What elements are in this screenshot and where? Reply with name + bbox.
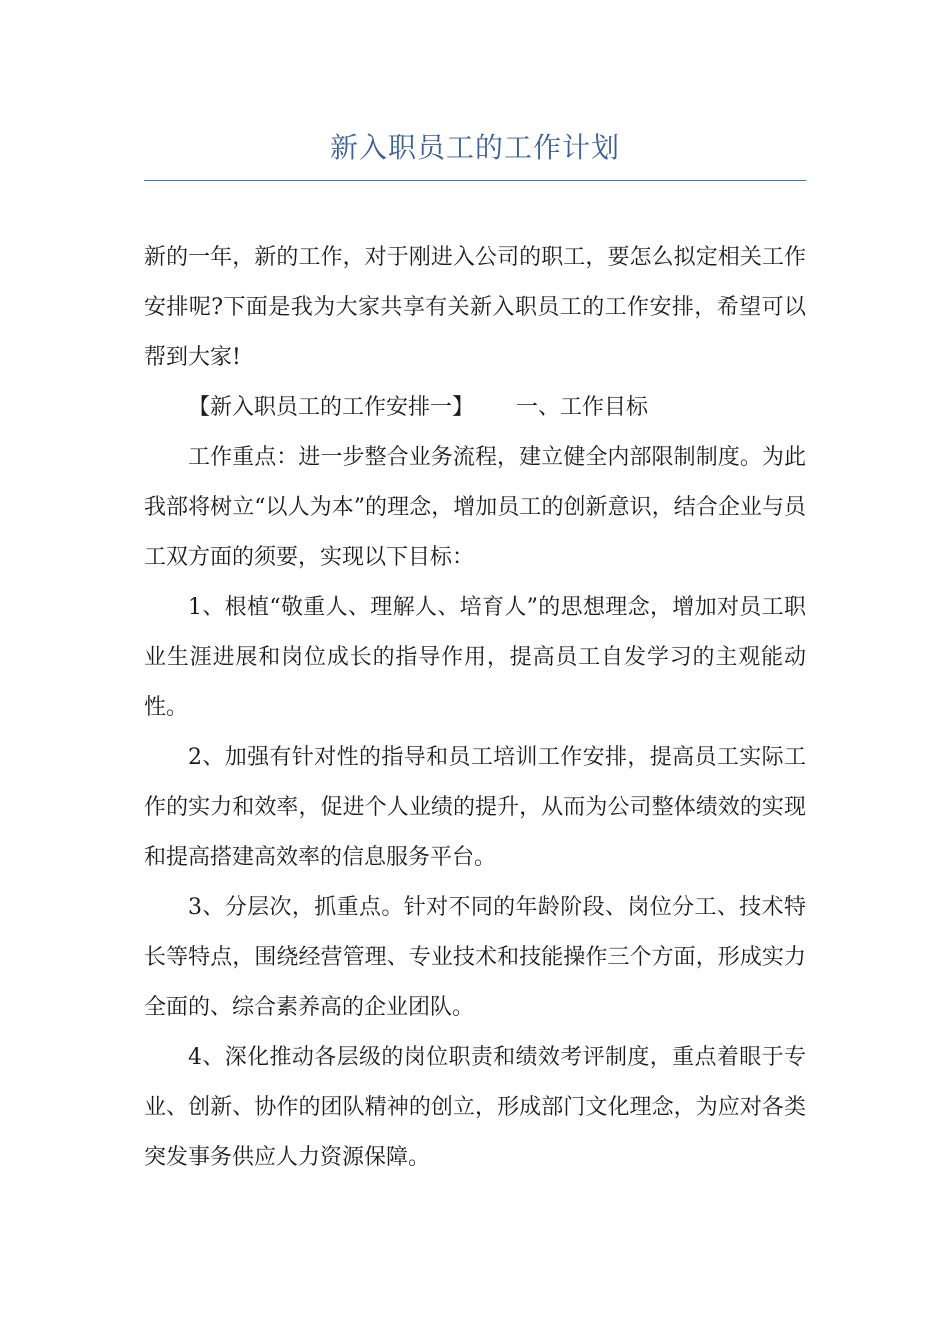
document-title: 新入职员工的工作计划 <box>329 131 620 164</box>
list-item: 4、深化推动各层级的岗位职责和绩效考评制度，重点着眼于专业、创新、协作的团队精神的创立，形成部门文化理念，为应对各类突发事务供应人力资源保障。 <box>144 1045 806 1170</box>
section-heading: 【新入职员工的工作安排一】 <box>188 395 475 420</box>
intro-paragraph: 新的一年，新的工作，对于刚进入公司的职工，要怎么拟定相关工作安排呢?下面是我为大家共享有关新入职员工的工作安排，希望可以帮到大家! <box>144 245 806 370</box>
subheading: 一、工作目标 <box>515 395 648 420</box>
list-item: 2、加强有针对性的指导和员工培训工作安排，提高员工实际工作的实力和效率，促进个人业绩的提升，从而为公司整体绩效的实现和提高搭建高效率的信息服务平台。 <box>144 745 806 870</box>
list-item: 1、根植“敬重人、理解人、培育人”的思想理念，增加对员工职业生涯进展和岗位成长的指导作用，提高员工自发学习的主观能动性。 <box>144 595 806 720</box>
section-heading-line <box>144 383 806 433</box>
focus-paragraph: 工作重点：进一步整合业务流程，建立健全内部限制制度。为此我部将树立“以人为本”的理念，增加员工的创新意识，结合企业与员工双方面的须要，实现以下目标： <box>144 445 806 570</box>
list-item: 3、分层次，抓重点。针对不同的年龄阶段、岗位分工、技术特长等特点，围绕经营管理、专业技术和技能操作三个方面，形成实力全面的、综合素养高的企业团队。 <box>144 895 806 1020</box>
document-body <box>144 233 806 1183</box>
title-underline <box>144 180 806 181</box>
